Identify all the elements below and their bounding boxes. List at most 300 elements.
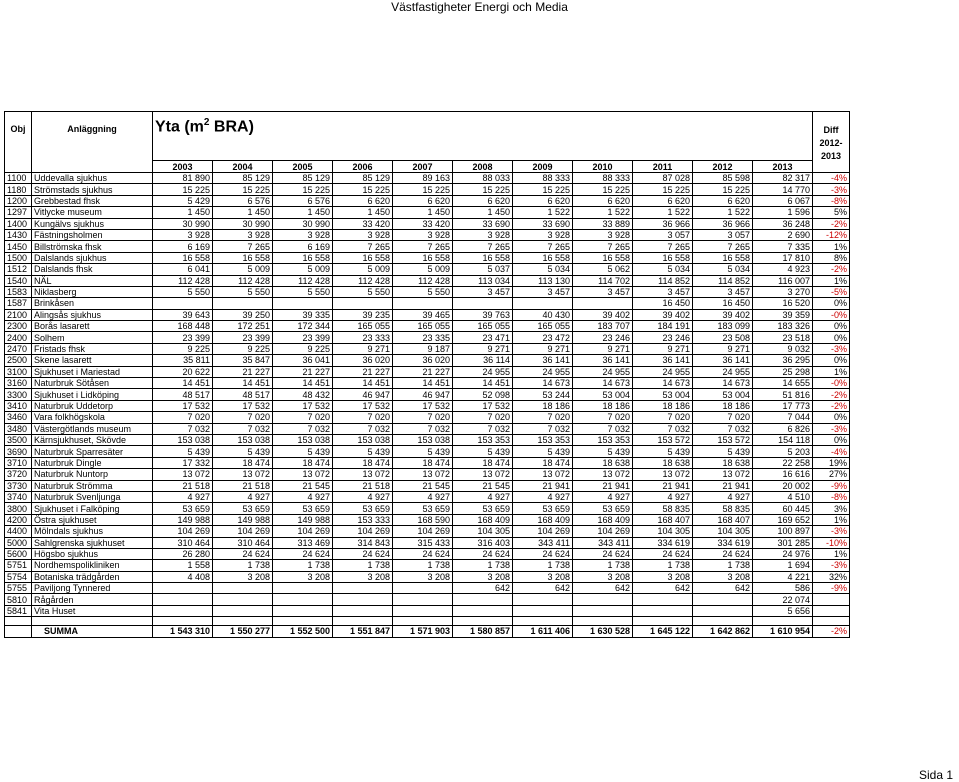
area-value-cell (573, 298, 633, 309)
area-value-cell: 1 522 (513, 207, 573, 218)
table-row (5, 526, 850, 537)
area-value-cell: 5 429 (153, 195, 213, 206)
area-value-cell: 53 659 (393, 503, 453, 514)
diff-cell: -4% (813, 446, 850, 457)
area-value-cell: 15 225 (513, 184, 573, 195)
obj-cell: 5810 (5, 594, 32, 605)
area-value-cell: 23 518 (753, 332, 813, 343)
area-value-cell: 18 186 (513, 400, 573, 411)
area-value-cell: 36 141 (513, 355, 573, 366)
area-value-cell: 3 457 (633, 286, 693, 297)
facility-name-cell: Naturbruk Dingle (32, 457, 153, 468)
area-value-cell: 1 694 (753, 560, 813, 571)
table-row (5, 480, 850, 491)
area-value-cell: 153 353 (453, 434, 513, 445)
area-value-cell: 51 816 (753, 389, 813, 400)
area-value-cell: 3 928 (453, 229, 513, 240)
obj-cell: 3480 (5, 423, 32, 434)
area-value-cell: 36 966 (633, 218, 693, 229)
area-value-cell: 18 474 (273, 457, 333, 468)
diff-cell: -2% (813, 400, 850, 411)
area-value-cell: 36 295 (753, 355, 813, 366)
facility-name-cell: Alingsås sjukhus (32, 309, 153, 320)
area-value-cell (633, 594, 693, 605)
area-value-cell: 53 244 (513, 389, 573, 400)
area-value-cell: 5 439 (153, 446, 213, 457)
area-value-cell: 153 572 (693, 434, 753, 445)
area-value-cell (333, 594, 393, 605)
area-value-cell (693, 594, 753, 605)
area-value-cell: 7 265 (573, 241, 633, 252)
area-value-cell: 9 271 (513, 343, 573, 354)
obj-cell: 2300 (5, 321, 32, 332)
area-value-cell: 36 141 (633, 355, 693, 366)
area-value-cell: 24 624 (633, 548, 693, 559)
area-value-cell: 14 451 (213, 378, 273, 389)
area-value-cell: 33 889 (573, 218, 633, 229)
facility-name-cell: Borås lasarett (32, 321, 153, 332)
area-value-cell: 60 445 (753, 503, 813, 514)
area-value-cell: 18 474 (333, 457, 393, 468)
area-value-cell: 172 251 (213, 321, 273, 332)
area-value-cell: 53 659 (513, 503, 573, 514)
area-value-cell: 315 433 (393, 537, 453, 548)
area-value-cell: 88 333 (513, 173, 573, 184)
facility-name-cell: Östra sjukhuset (32, 514, 153, 525)
area-value-cell: 16 558 (453, 252, 513, 263)
area-value-cell: 17 532 (333, 400, 393, 411)
area-value-cell (393, 594, 453, 605)
area-value-cell: 24 976 (753, 548, 813, 559)
sum-value-cell: 1 550 277 (213, 626, 273, 637)
spacer-cell (693, 617, 753, 626)
area-value-cell (273, 298, 333, 309)
facility-name-cell: Billströmska fhsk (32, 241, 153, 252)
area-value-cell: 52 098 (453, 389, 513, 400)
area-value-cell: 114 852 (693, 275, 753, 286)
yta-title: Yta ($m^2$ BRA) (153, 112, 813, 161)
area-value-cell: 113 130 (513, 275, 573, 286)
area-value-cell: 23 508 (693, 332, 753, 343)
area-value-cell: 149 988 (153, 514, 213, 525)
area-value-cell: 5 034 (633, 264, 693, 275)
area-value-cell: 53 004 (633, 389, 693, 400)
obj-cell: 3410 (5, 400, 32, 411)
area-value-cell: 36 041 (273, 355, 333, 366)
area-value-cell: 82 317 (753, 173, 813, 184)
obj-cell: 5000 (5, 537, 32, 548)
area-value-cell: 53 659 (453, 503, 513, 514)
area-value-cell: 334 619 (693, 537, 753, 548)
area-value-cell (453, 298, 513, 309)
table-row (5, 366, 850, 377)
area-value-cell: 25 298 (753, 366, 813, 377)
area-value-cell: 6 169 (273, 241, 333, 252)
area-value-cell: 39 359 (753, 309, 813, 320)
area-value-cell (633, 605, 693, 616)
year-header-2013: 2013 (753, 161, 813, 173)
area-value-cell: 104 305 (633, 526, 693, 537)
table-row (5, 378, 850, 389)
area-value-cell: 5 037 (453, 264, 513, 275)
area-value-cell (513, 594, 573, 605)
table-row (5, 355, 850, 366)
area-value-cell: 13 072 (273, 469, 333, 480)
table-row (5, 286, 850, 297)
area-value-cell: 7 032 (333, 423, 393, 434)
table-row (5, 195, 850, 206)
area-value-cell: 15 225 (333, 184, 393, 195)
area-value-cell: 104 305 (693, 526, 753, 537)
area-value-cell: 2 690 (753, 229, 813, 240)
area-value-cell: 6 576 (273, 195, 333, 206)
area-value-cell (453, 594, 513, 605)
table-row (5, 252, 850, 263)
diff-cell: 0% (813, 298, 850, 309)
facility-name-cell: Dalslands sjukhus (32, 252, 153, 263)
area-value-cell: 53 004 (573, 389, 633, 400)
obj-cell: 2500 (5, 355, 32, 366)
area-value-cell: 30 990 (213, 218, 273, 229)
facility-name-cell: Fästningsholmen (32, 229, 153, 240)
area-value-cell: 5 439 (213, 446, 273, 457)
area-value-cell: 5 656 (753, 605, 813, 616)
area-value-cell: 7 020 (633, 412, 693, 423)
area-value-cell: 184 191 (633, 321, 693, 332)
diff-cell: -2% (813, 389, 850, 400)
obj-cell: 1512 (5, 264, 32, 275)
area-value-cell: 3 057 (693, 229, 753, 240)
diff-cell: -8% (813, 195, 850, 206)
area-value-cell: 17 532 (393, 400, 453, 411)
year-header-2004: 2004 (213, 161, 273, 173)
area-value-cell: 21 545 (453, 480, 513, 491)
area-value-cell: 642 (513, 583, 573, 594)
area-value-cell: 7 032 (213, 423, 273, 434)
area-value-cell: 1 522 (693, 207, 753, 218)
area-value-cell: 39 335 (273, 309, 333, 320)
area-value-cell: 16 558 (693, 252, 753, 263)
area-value-cell: 7 020 (393, 412, 453, 423)
diff-cell: 1% (813, 241, 850, 252)
area-value-cell: 14 673 (573, 378, 633, 389)
facility-name-cell: Solhem (32, 332, 153, 343)
area-value-cell: 85 598 (693, 173, 753, 184)
facility-name-cell: Strömstads sjukhus (32, 184, 153, 195)
obj-cell: 1583 (5, 286, 32, 297)
area-value-cell: 3 208 (333, 571, 393, 582)
facility-name-cell: Kungälvs sjukhus (32, 218, 153, 229)
sum-value-cell: 1 610 954 (753, 626, 813, 637)
area-value-cell: 7 020 (333, 412, 393, 423)
obj-cell: 3800 (5, 503, 32, 514)
sum-value-cell: 1 551 847 (333, 626, 393, 637)
area-value-cell: 13 072 (453, 469, 513, 480)
area-value-cell: 6 620 (633, 195, 693, 206)
table-row (5, 423, 850, 434)
area-value-cell: 172 344 (273, 321, 333, 332)
year-header-2009: 2009 (513, 161, 573, 173)
area-value-cell: 16 558 (213, 252, 273, 263)
area-value-cell: 5 439 (513, 446, 573, 457)
area-value-cell: 9 271 (333, 343, 393, 354)
area-value-cell: 53 659 (213, 503, 273, 514)
facility-name-cell: Sjukhuset i Lidköping (32, 389, 153, 400)
area-value-cell: 24 955 (513, 366, 573, 377)
sum-value-cell: 1 580 857 (453, 626, 513, 637)
area-value-cell: 4 510 (753, 491, 813, 502)
area-value-cell: 153 353 (513, 434, 573, 445)
obj-cell: 1430 (5, 229, 32, 240)
area-value-cell: 15 225 (573, 184, 633, 195)
obj-cell: 3690 (5, 446, 32, 457)
facility-name-cell: Kärnsjukhuset, Skövde (32, 434, 153, 445)
facility-name-cell: Niklasberg (32, 286, 153, 297)
area-value-cell: 5 550 (273, 286, 333, 297)
diff-cell: 0% (813, 355, 850, 366)
spacer-cell (753, 617, 813, 626)
area-value-cell: 314 843 (333, 537, 393, 548)
area-value-cell: 18 638 (633, 457, 693, 468)
diff-cell: -8% (813, 491, 850, 502)
table-row (5, 400, 850, 411)
area-value-cell: 16 558 (573, 252, 633, 263)
area-value-cell: 14 451 (393, 378, 453, 389)
facility-name-cell: Paviljong Tynnered (32, 583, 153, 594)
area-value-cell: 15 225 (693, 184, 753, 195)
area-value-cell: 165 055 (333, 321, 393, 332)
facility-name-cell: Sjukhuset i Mariestad (32, 366, 153, 377)
table-row (5, 457, 850, 468)
area-value-cell: 16 520 (753, 298, 813, 309)
area-value-cell: 169 652 (753, 514, 813, 525)
area-value-cell: 3 928 (573, 229, 633, 240)
area-value-cell: 5 550 (153, 286, 213, 297)
area-value-cell: 15 225 (213, 184, 273, 195)
obj-cell: 3300 (5, 389, 32, 400)
area-value-cell: 153 572 (633, 434, 693, 445)
area-value-cell: 48 517 (213, 389, 273, 400)
area-value-cell: 5 439 (273, 446, 333, 457)
area-value-cell: 3 208 (393, 571, 453, 582)
area-value-cell: 23 399 (213, 332, 273, 343)
diff-cell: 1% (813, 548, 850, 559)
area-value-cell (153, 605, 213, 616)
area-value-cell: 48 432 (273, 389, 333, 400)
area-value-cell: 5 034 (693, 264, 753, 275)
area-value-cell: 16 616 (753, 469, 813, 480)
area-value-cell: 6 826 (753, 423, 813, 434)
spacer-cell (393, 617, 453, 626)
area-value-cell: 16 558 (633, 252, 693, 263)
facility-name-cell: Rågården (32, 594, 153, 605)
table-row (5, 298, 850, 309)
area-value-cell: 6 620 (693, 195, 753, 206)
area-value-cell: 3 457 (693, 286, 753, 297)
area-value-cell: 21 545 (393, 480, 453, 491)
year-header-2010: 2010 (573, 161, 633, 173)
table-row (5, 491, 850, 502)
area-value-cell: 112 428 (213, 275, 273, 286)
area-value-cell: 9 271 (693, 343, 753, 354)
area-value-cell: 3 928 (273, 229, 333, 240)
spacer-cell (5, 617, 32, 626)
area-value-cell: 1 522 (633, 207, 693, 218)
area-value-cell: 153 353 (573, 434, 633, 445)
spacer-row (5, 617, 850, 626)
obj-cell: 1450 (5, 241, 32, 252)
area-value-cell: 5 439 (333, 446, 393, 457)
area-value-cell: 168 409 (513, 514, 573, 525)
area-value-cell: 586 (753, 583, 813, 594)
facility-name-cell: Sahlgrenska sjukhuset (32, 537, 153, 548)
area-value-cell: 3 928 (153, 229, 213, 240)
area-value-cell: 642 (633, 583, 693, 594)
area-value-cell: 21 518 (333, 480, 393, 491)
area-value-cell: 14 770 (753, 184, 813, 195)
obj-cell: 5751 (5, 560, 32, 571)
sum-value-cell: 1 543 310 (153, 626, 213, 637)
diff-cell: -3% (813, 343, 850, 354)
area-value-cell: 13 072 (153, 469, 213, 480)
diff-cell: -0% (813, 378, 850, 389)
area-value-cell: 642 (453, 583, 513, 594)
area-value-cell: 23 471 (453, 332, 513, 343)
area-value-cell: 116 007 (753, 275, 813, 286)
area-value-cell: 112 428 (273, 275, 333, 286)
area-value-cell: 13 072 (333, 469, 393, 480)
area-value-cell: 48 517 (153, 389, 213, 400)
area-value-cell: 53 659 (573, 503, 633, 514)
area-value-cell: 88 033 (453, 173, 513, 184)
area-value-cell: 5 439 (573, 446, 633, 457)
area-value-cell: 14 451 (273, 378, 333, 389)
area-value-cell (393, 583, 453, 594)
area-value-cell (333, 583, 393, 594)
area-value-cell: 36 141 (573, 355, 633, 366)
area-value-cell: 13 072 (573, 469, 633, 480)
diff-cell: -3% (813, 184, 850, 195)
area-value-cell: 1 596 (753, 207, 813, 218)
area-value-cell: 3 208 (513, 571, 573, 582)
area-value-cell: 33 420 (333, 218, 393, 229)
area-value-cell: 9 271 (633, 343, 693, 354)
obj-cell: 4200 (5, 514, 32, 525)
facility-name-cell: Naturbruk Uddetorp (32, 400, 153, 411)
area-value-cell: 4 923 (753, 264, 813, 275)
area-value-cell: 21 941 (633, 480, 693, 491)
obj-cell: 1540 (5, 275, 32, 286)
area-value-cell: 23 246 (633, 332, 693, 343)
facility-name-cell: Grebbestad fhsk (32, 195, 153, 206)
obj-cell: 1100 (5, 173, 32, 184)
diff-cell: 1% (813, 514, 850, 525)
diff-cell: 3% (813, 503, 850, 514)
area-value-cell: 5 439 (453, 446, 513, 457)
area-value-cell: 33 690 (513, 218, 573, 229)
obj-cell: 5755 (5, 583, 32, 594)
area-value-cell: 153 038 (153, 434, 213, 445)
area-value-cell: 113 034 (453, 275, 513, 286)
area-value-cell: 22 258 (753, 457, 813, 468)
spacer-cell (453, 617, 513, 626)
facility-name-cell: Vara folkhögskola (32, 412, 153, 423)
area-value-cell (573, 594, 633, 605)
sum-diff-cell: -2% (813, 626, 850, 637)
year-header-2012: 2012 (693, 161, 753, 173)
area-value-cell (693, 605, 753, 616)
area-value-cell: 112 428 (333, 275, 393, 286)
area-value-cell: 154 118 (753, 434, 813, 445)
area-value-cell: 5 439 (633, 446, 693, 457)
area-value-cell: 39 402 (633, 309, 693, 320)
area-value-cell: 13 072 (513, 469, 573, 480)
area-value-cell: 9 271 (453, 343, 513, 354)
spacer-cell (32, 617, 153, 626)
diff-cell: -2% (813, 218, 850, 229)
area-value-cell: 1 738 (513, 560, 573, 571)
obj-cell: 4400 (5, 526, 32, 537)
table-row (5, 514, 850, 525)
area-value-cell: 112 428 (393, 275, 453, 286)
diff-cell: -2% (813, 264, 850, 275)
area-value-cell: 14 451 (153, 378, 213, 389)
facility-name-cell: Naturbruk Nuntorp (32, 469, 153, 480)
area-value-cell: 7 032 (633, 423, 693, 434)
area-value-cell: 9 225 (273, 343, 333, 354)
area-value-cell: 24 955 (633, 366, 693, 377)
area-value-cell: 30 990 (273, 218, 333, 229)
obj-cell: 3500 (5, 434, 32, 445)
diff-cell: 1% (813, 275, 850, 286)
area-value-cell: 85 129 (213, 173, 273, 184)
area-value-cell: 21 518 (153, 480, 213, 491)
year-header-2011: 2011 (633, 161, 693, 173)
area-value-cell: 21 227 (213, 366, 273, 377)
area-value-cell: 24 624 (393, 548, 453, 559)
table-row (5, 218, 850, 229)
area-value-cell: 18 474 (393, 457, 453, 468)
area-value-cell: 35 847 (213, 355, 273, 366)
table-row (5, 571, 850, 582)
area-value-cell (453, 605, 513, 616)
area-value-cell: 7 032 (393, 423, 453, 434)
area-value-cell (273, 583, 333, 594)
page-header: Västfastigheter Energi och Media (391, 0, 568, 14)
area-value-cell: 642 (573, 583, 633, 594)
diff-cell: -9% (813, 583, 850, 594)
area-value-cell: 4 221 (753, 571, 813, 582)
area-value-cell: 3 208 (573, 571, 633, 582)
diff-cell: 0% (813, 321, 850, 332)
area-value-cell: 310 464 (153, 537, 213, 548)
area-value-cell: 1 450 (333, 207, 393, 218)
area-value-cell: 7 032 (153, 423, 213, 434)
obj-cell: 1587 (5, 298, 32, 309)
area-value-cell: 3 057 (633, 229, 693, 240)
area-value-cell: 24 624 (453, 548, 513, 559)
area-value-cell: 13 072 (393, 469, 453, 480)
area-value-cell: 168 448 (153, 321, 213, 332)
diff-cell: 19% (813, 457, 850, 468)
area-value-cell: 104 269 (213, 526, 273, 537)
facility-name-cell: Mölndals sjukhus (32, 526, 153, 537)
area-value-cell (213, 605, 273, 616)
area-value-cell: 112 428 (153, 275, 213, 286)
obj-cell: 2100 (5, 309, 32, 320)
area-value-cell: 18 186 (693, 400, 753, 411)
obj-cell: 1180 (5, 184, 32, 195)
